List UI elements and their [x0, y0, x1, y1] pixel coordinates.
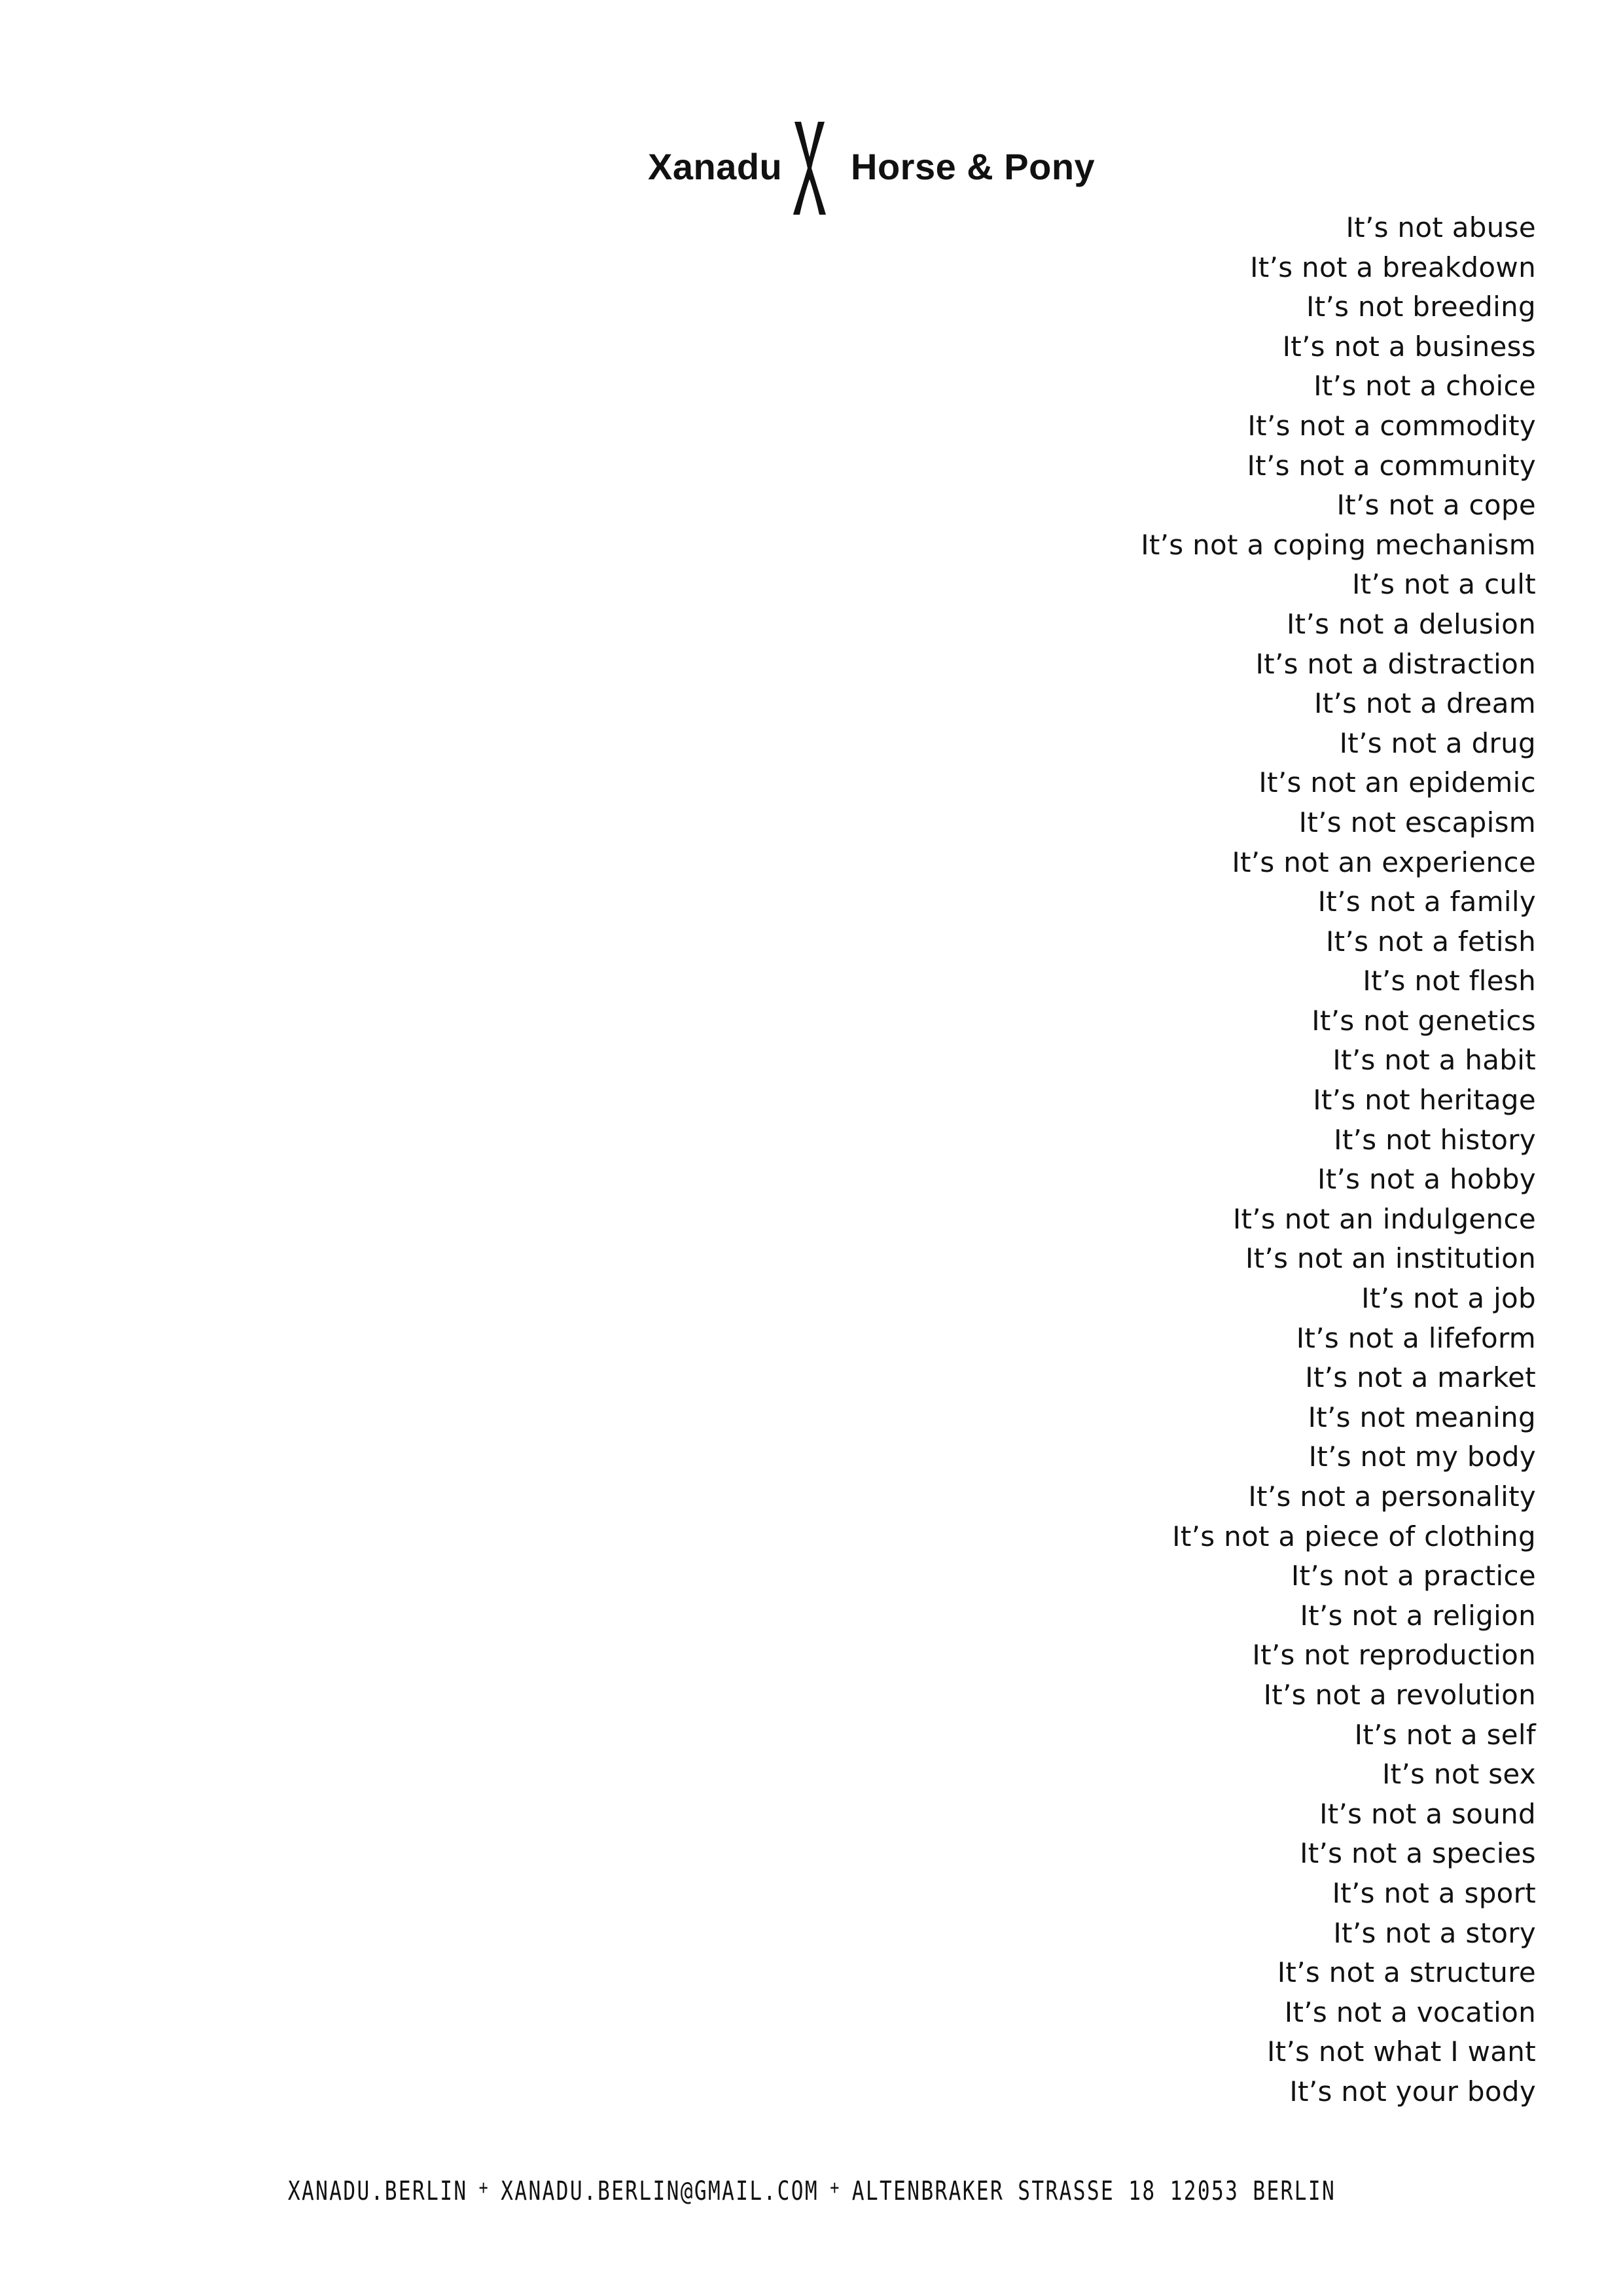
- poem-line: It’s not breeding: [1306, 291, 1536, 323]
- poem-line: It’s not meaning: [1308, 1401, 1536, 1433]
- poem-line: It’s not a lifeform: [1296, 1321, 1536, 1354]
- poem-line: It’s not history: [1334, 1123, 1536, 1156]
- poem-line: It’s not a piece of clothing: [1172, 1520, 1536, 1552]
- poem-line: It’s not a family: [1317, 886, 1536, 918]
- footer-separator: +: [478, 2176, 490, 2199]
- poem-line: It’s not a coping mechanism: [1141, 528, 1536, 561]
- poem-line: It’s not flesh: [1363, 965, 1536, 997]
- poem-line: It’s not a drug: [1339, 726, 1536, 759]
- poem-line: It’s not heritage: [1313, 1084, 1536, 1117]
- footer: [0, 2176, 1623, 2206]
- poem-line: It’s not a sport: [1332, 1876, 1536, 1909]
- poem-line: It’s not a religion: [1300, 1599, 1536, 1632]
- poem-line: It’s not a dream: [1314, 687, 1536, 720]
- footer-address: ALTENBRAKER STRASSE 18 12053 BERLIN: [851, 2176, 1336, 2206]
- brand-name-left: Xanadu: [648, 146, 783, 187]
- poem-line: It’s not sex: [1382, 1758, 1536, 1791]
- poem-line: It’s not a species: [1300, 1837, 1536, 1870]
- poem-line: It’s not a personality: [1248, 1480, 1536, 1513]
- poem-line: It’s not a breakdown: [1250, 251, 1536, 283]
- poem-line: It’s not a story: [1333, 1916, 1536, 1949]
- poem-line: It’s not what I want: [1266, 2036, 1536, 2068]
- poem-line: It’s not a sound: [1319, 1797, 1536, 1830]
- poem-line: It’s not an epidemic: [1258, 766, 1536, 799]
- poem-line: It’s not a commodity: [1247, 409, 1536, 442]
- letterhead: [648, 119, 1106, 217]
- footer-separator: +: [829, 2176, 841, 2199]
- poem-line: It’s not a cope: [1336, 489, 1536, 522]
- poem-line: It’s not escapism: [1298, 806, 1536, 838]
- poem-line: It’s not an institution: [1245, 1242, 1536, 1275]
- poem-line: It’s not a fetish: [1325, 925, 1536, 958]
- poem-line: It’s not an indulgence: [1232, 1202, 1536, 1235]
- poem-line: It’s not a cult: [1351, 568, 1536, 601]
- poem-line: It’s not a community: [1247, 449, 1536, 482]
- poem-line: It’s not reproduction: [1252, 1639, 1536, 1672]
- poem-line: It’s not a revolution: [1263, 1678, 1536, 1711]
- poem-line: It’s not a habit: [1332, 1044, 1536, 1077]
- poem-line: It’s not a job: [1361, 1282, 1536, 1315]
- poem-lines: [620, 208, 1536, 2112]
- poem-line: It’s not a choice: [1313, 370, 1536, 403]
- poem-line: It’s not a structure: [1277, 1956, 1536, 1989]
- poem-line: It’s not a business: [1282, 330, 1536, 363]
- poem-line: It’s not abuse: [1346, 211, 1536, 243]
- poem-line: It’s not a delusion: [1286, 607, 1536, 640]
- poem-line: It’s not your body: [1289, 2075, 1536, 2108]
- poem-line: It’s not a vocation: [1284, 1996, 1536, 2028]
- poem-line: It’s not an experience: [1232, 846, 1536, 878]
- poem-line: It’s not genetics: [1311, 1004, 1536, 1037]
- brand-name-right: Horse & Pony: [851, 146, 1096, 187]
- x-mark-icon: [791, 119, 829, 217]
- poem-line: It’s not a distraction: [1255, 647, 1536, 680]
- footer-email: XANADU.BERLIN@GMAIL.COM: [500, 2176, 819, 2206]
- poem-line: It’s not a market: [1305, 1361, 1536, 1394]
- poem-line: It’s not a hobby: [1317, 1163, 1536, 1196]
- poem-line: It’s not my body: [1308, 1441, 1536, 1473]
- footer-contact-line: [287, 2176, 1335, 2206]
- poem-line: It’s not a practice: [1291, 1560, 1536, 1592]
- footer-website: XANADU.BERLIN: [287, 2176, 467, 2206]
- poem-line: It’s not a self: [1354, 1718, 1536, 1751]
